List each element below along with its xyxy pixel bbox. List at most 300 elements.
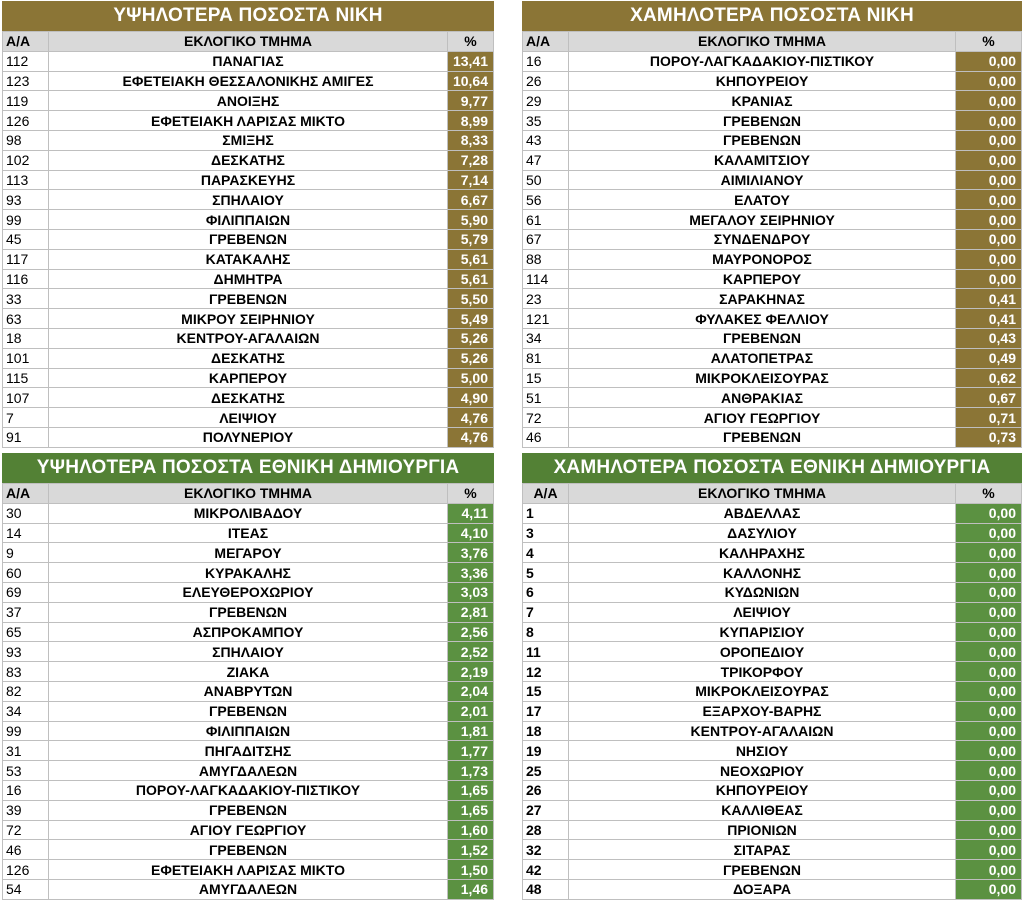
table-row <box>523 289 1022 309</box>
section-name: ΓΡΕΒΕΝΩΝ <box>569 111 956 131</box>
column-header-percent: % <box>448 484 494 504</box>
table-row <box>3 582 494 602</box>
percent-value: 0,00 <box>956 210 1022 230</box>
row-number: 126 <box>3 111 49 131</box>
table-row <box>3 761 494 781</box>
table-row <box>523 111 1022 131</box>
table-row <box>523 800 1022 820</box>
percent-value: 5,79 <box>448 229 494 249</box>
section-name: ΦΙΛΙΠΠΑΙΩΝ <box>49 721 448 741</box>
percent-value: 0,00 <box>956 111 1022 131</box>
section-name: ΑΝΑΒΡΥΤΩΝ <box>49 681 448 701</box>
table-highest-ethniki-dimiourgia <box>2 453 494 900</box>
row-number: 23 <box>523 289 569 309</box>
results-table <box>2 483 494 900</box>
table-row <box>3 602 494 622</box>
table-title: ΧΑΜΗΛΟΤΕΡΑ ΠΟΣΟΣΤΑ ΝΙΚΗ <box>522 1 1022 31</box>
row-number: 63 <box>3 309 49 329</box>
section-name: ΓΡΕΒΕΝΩΝ <box>49 229 448 249</box>
row-number: 72 <box>3 820 49 840</box>
percent-value: 2,04 <box>448 681 494 701</box>
percent-value: 2,19 <box>448 662 494 682</box>
percent-value: 9,77 <box>448 91 494 111</box>
percent-value: 5,49 <box>448 309 494 329</box>
row-number: 15 <box>523 681 569 701</box>
percent-value: 0,41 <box>956 289 1022 309</box>
row-number: 34 <box>523 328 569 348</box>
percent-value: 0,00 <box>956 229 1022 249</box>
percent-value: 0,00 <box>956 642 1022 662</box>
section-name: ΠΟΡΟΥ-ΛΑΓΚΑΔΑΚΙΟΥ-ΠΙΣΤΙΚΟΥ <box>569 51 956 71</box>
percent-value: 2,56 <box>448 622 494 642</box>
percent-value: 5,61 <box>448 269 494 289</box>
percent-value: 0,00 <box>956 741 1022 761</box>
row-number: 32 <box>523 840 569 860</box>
percent-value: 0,00 <box>956 130 1022 150</box>
percent-value: 0,00 <box>956 820 1022 840</box>
percent-value: 0,00 <box>956 563 1022 583</box>
section-name: ΜΙΚΡΟΛΙΒΑΔΟΥ <box>49 503 448 523</box>
row-number: 107 <box>3 388 49 408</box>
section-name: ΣΜΙΞΗΣ <box>49 130 448 150</box>
table-row <box>523 879 1022 899</box>
row-number: 61 <box>523 210 569 230</box>
table-row <box>523 229 1022 249</box>
section-name: ΕΛΑΤΟΥ <box>569 190 956 210</box>
section-name: ΚΑΛΑΜΙΤΣΙΟΥ <box>569 150 956 170</box>
table-row <box>3 150 494 170</box>
percent-value: 0,00 <box>956 71 1022 91</box>
table-row <box>3 427 494 447</box>
section-name: ΕΞΑΡΧΟΥ-ΒΑΡΗΣ <box>569 701 956 721</box>
row-number: 1 <box>523 503 569 523</box>
section-name: ΑΛΑΤΟΠΕΤΡΑΣ <box>569 348 956 368</box>
percent-value: 0,62 <box>956 368 1022 388</box>
section-name: ΚΑΛΛΙΘΕΑΣ <box>569 800 956 820</box>
row-number: 12 <box>523 662 569 682</box>
section-name: ΓΡΕΒΕΝΩΝ <box>49 840 448 860</box>
percent-value: 0,73 <box>956 427 1022 447</box>
table-row <box>523 602 1022 622</box>
percent-value: 0,00 <box>956 622 1022 642</box>
percent-value: 0,00 <box>956 543 1022 563</box>
table-row <box>3 388 494 408</box>
table-row <box>3 701 494 721</box>
percent-value: 0,00 <box>956 879 1022 899</box>
percent-value: 1,65 <box>448 780 494 800</box>
row-number: 113 <box>3 170 49 190</box>
percent-value: 3,03 <box>448 582 494 602</box>
row-number: 16 <box>3 780 49 800</box>
row-number: 67 <box>523 229 569 249</box>
percent-value: 0,00 <box>956 269 1022 289</box>
table-row <box>523 563 1022 583</box>
section-name: ΛΕΙΨΙΟΥ <box>49 408 448 428</box>
row-number: 51 <box>523 388 569 408</box>
percent-value: 3,76 <box>448 543 494 563</box>
table-row <box>3 741 494 761</box>
column-header-aa: Α/Α <box>3 484 49 504</box>
section-name: ΠΑΝΑΓΙΑΣ <box>49 51 448 71</box>
percent-value: 0,00 <box>956 860 1022 880</box>
table-row <box>3 721 494 741</box>
table-row <box>3 800 494 820</box>
table-row <box>3 780 494 800</box>
section-name: ΣΠΗΛΑΙΟΥ <box>49 642 448 662</box>
section-name: ΦΥΛΑΚΕΣ ΦΕΛΛΙΟΥ <box>569 309 956 329</box>
row-number: 26 <box>523 71 569 91</box>
column-header-percent: % <box>956 484 1022 504</box>
percent-value: 0,00 <box>956 761 1022 781</box>
row-number: 54 <box>3 879 49 899</box>
section-name: ΚΑΛΛΟΝΗΣ <box>569 563 956 583</box>
section-name: ΣΑΡΑΚΗΝΑΣ <box>569 289 956 309</box>
row-number: 99 <box>3 721 49 741</box>
row-number: 119 <box>3 91 49 111</box>
row-number: 101 <box>3 348 49 368</box>
table-row <box>3 190 494 210</box>
table-row <box>523 721 1022 741</box>
table-row <box>3 642 494 662</box>
section-name: ΜΕΓΑΛΟΥ ΣΕΙΡΗΝΙΟΥ <box>569 210 956 230</box>
table-row <box>523 761 1022 781</box>
percent-value: 0,71 <box>956 408 1022 428</box>
percent-value: 1,81 <box>448 721 494 741</box>
row-number: 33 <box>3 289 49 309</box>
row-number: 99 <box>3 210 49 230</box>
percent-value: 0,00 <box>956 51 1022 71</box>
row-number: 56 <box>523 190 569 210</box>
table-row <box>3 820 494 840</box>
row-number: 17 <box>523 701 569 721</box>
section-name: ΔΑΣΥΛΙΟΥ <box>569 523 956 543</box>
percent-value: 0,00 <box>956 170 1022 190</box>
table-row <box>523 681 1022 701</box>
table-row <box>523 368 1022 388</box>
section-name: ΕΦΕΤΕΙΑΚΗ ΛΑΡΙΣΑΣ ΜΙΚΤΟ <box>49 860 448 880</box>
row-number: 72 <box>523 408 569 428</box>
percent-value: 0,00 <box>956 91 1022 111</box>
percent-value: 0,00 <box>956 503 1022 523</box>
row-number: 126 <box>3 860 49 880</box>
percent-value: 8,33 <box>448 130 494 150</box>
table-row <box>523 249 1022 269</box>
row-number: 50 <box>523 170 569 190</box>
section-name: ΠΑΡΑΣΚΕΥΗΣ <box>49 170 448 190</box>
table-lowest-ethniki-dimiourgia <box>522 453 1022 900</box>
section-name: ΔΗΜΗΤΡΑ <box>49 269 448 289</box>
percent-value: 0,49 <box>956 348 1022 368</box>
row-number: 26 <box>523 780 569 800</box>
section-name: ΑΜΥΓΔΑΛΕΩΝ <box>49 761 448 781</box>
table-row <box>3 348 494 368</box>
table-row <box>3 563 494 583</box>
column-header-section: ΕΚΛΟΓΙΚΟ ΤΜΗΜΑ <box>569 484 956 504</box>
table-row <box>3 111 494 131</box>
percent-value: 0,00 <box>956 721 1022 741</box>
table-row <box>523 840 1022 860</box>
table-row <box>3 328 494 348</box>
section-name: ΟΡΟΠΕΔΙΟΥ <box>569 642 956 662</box>
row-number: 93 <box>3 190 49 210</box>
table-row <box>523 388 1022 408</box>
row-number: 15 <box>523 368 569 388</box>
table-row <box>523 543 1022 563</box>
percent-value: 0,00 <box>956 190 1022 210</box>
row-number: 6 <box>523 582 569 602</box>
table-row <box>3 503 494 523</box>
row-number: 27 <box>523 800 569 820</box>
section-name: ΓΡΕΒΕΝΩΝ <box>569 427 956 447</box>
table-row <box>3 249 494 269</box>
column-header-aa: Α/Α <box>523 32 569 52</box>
table-row <box>523 503 1022 523</box>
section-name: ΚΥΡΑΚΑΛΗΣ <box>49 563 448 583</box>
section-name: ΠΡΙΟΝΙΩΝ <box>569 820 956 840</box>
section-name: ΓΡΕΒΕΝΩΝ <box>569 328 956 348</box>
section-name: ΛΕΙΨΙΟΥ <box>569 602 956 622</box>
row-number: 35 <box>523 111 569 131</box>
percent-value: 0,67 <box>956 388 1022 408</box>
table-row <box>523 309 1022 329</box>
row-number: 48 <box>523 879 569 899</box>
percent-value: 0,00 <box>956 602 1022 622</box>
percent-value: 0,00 <box>956 800 1022 820</box>
row-number: 31 <box>3 741 49 761</box>
percent-value: 5,26 <box>448 328 494 348</box>
section-name: ΔΕΣΚΑΤΗΣ <box>49 348 448 368</box>
row-number: 102 <box>3 150 49 170</box>
percent-value: 1,73 <box>448 761 494 781</box>
row-number: 53 <box>3 761 49 781</box>
section-name: ΑΓΙΟΥ ΓΕΩΡΓΙΟΥ <box>569 408 956 428</box>
percent-value: 4,76 <box>448 408 494 428</box>
section-name: ΑΜΥΓΔΑΛΕΩΝ <box>49 879 448 899</box>
section-name: ΝΕΟΧΩΡΙΟΥ <box>569 761 956 781</box>
section-name: ΕΦΕΤΕΙΑΚΗ ΛΑΡΙΣΑΣ ΜΙΚΤΟ <box>49 111 448 131</box>
table-row <box>523 860 1022 880</box>
row-number: 4 <box>523 543 569 563</box>
section-name: ΝΗΣΙΟΥ <box>569 741 956 761</box>
percent-value: 5,00 <box>448 368 494 388</box>
percent-value: 4,76 <box>448 427 494 447</box>
table-row <box>523 71 1022 91</box>
section-name: ΓΡΕΒΕΝΩΝ <box>49 701 448 721</box>
table-row <box>3 170 494 190</box>
section-name: ΓΡΕΒΕΝΩΝ <box>49 602 448 622</box>
column-header-section: ΕΚΛΟΓΙΚΟ ΤΜΗΜΑ <box>569 32 956 52</box>
row-number: 9 <box>3 543 49 563</box>
table-title: ΥΨΗΛΟΤΕΡΑ ΠΟΣΟΣΤΑ ΕΘΝΙΚΗ ΔΗΜΙΟΥΡΓΙΑ <box>2 453 494 483</box>
percent-value: 1,50 <box>448 860 494 880</box>
column-header-section: ΕΚΛΟΓΙΚΟ ΤΜΗΜΑ <box>49 32 448 52</box>
row-number: 91 <box>3 427 49 447</box>
table-row <box>3 408 494 428</box>
row-number: 65 <box>3 622 49 642</box>
row-number: 8 <box>523 622 569 642</box>
row-number: 5 <box>523 563 569 583</box>
table-row <box>523 662 1022 682</box>
section-name: ΜΙΚΡΟΚΛΕΙΣΟΥΡΑΣ <box>569 681 956 701</box>
table-row <box>3 662 494 682</box>
row-number: 39 <box>3 800 49 820</box>
section-name: ΣΠΗΛΑΙΟΥ <box>49 190 448 210</box>
column-header-aa: Α/Α <box>3 32 49 52</box>
percent-value: 5,50 <box>448 289 494 309</box>
table-row <box>523 91 1022 111</box>
row-number: 19 <box>523 741 569 761</box>
row-number: 114 <box>523 269 569 289</box>
percent-value: 1,52 <box>448 840 494 860</box>
section-name: ΚΥΔΩΝΙΩΝ <box>569 582 956 602</box>
section-name: ΦΙΛΙΠΠΑΙΩΝ <box>49 210 448 230</box>
table-row <box>523 642 1022 662</box>
section-name: ΚΑΤΑΚΑΛΗΣ <box>49 249 448 269</box>
table-title: ΥΨΗΛΟΤΕΡΑ ΠΟΣΟΣΤΑ ΝΙΚΗ <box>2 1 494 31</box>
percent-value: 4,10 <box>448 523 494 543</box>
row-number: 88 <box>523 249 569 269</box>
percent-value: 2,01 <box>448 701 494 721</box>
row-number: 115 <box>3 368 49 388</box>
percent-value: 0,00 <box>956 701 1022 721</box>
table-row <box>523 130 1022 150</box>
row-number: 98 <box>3 130 49 150</box>
table-row <box>523 51 1022 71</box>
table-row <box>3 860 494 880</box>
row-number: 69 <box>3 582 49 602</box>
row-number: 14 <box>3 523 49 543</box>
row-number: 7 <box>523 602 569 622</box>
row-number: 46 <box>3 840 49 860</box>
row-number: 82 <box>3 681 49 701</box>
table-lowest-niki <box>522 1 1022 448</box>
table-row <box>523 269 1022 289</box>
table-row <box>3 71 494 91</box>
percent-value: 7,28 <box>448 150 494 170</box>
section-name: ΓΡΕΒΕΝΩΝ <box>49 289 448 309</box>
row-number: 16 <box>523 51 569 71</box>
column-header-section: ΕΚΛΟΓΙΚΟ ΤΜΗΜΑ <box>49 484 448 504</box>
table-row <box>523 150 1022 170</box>
table-row <box>3 269 494 289</box>
section-name: ΠΟΛΥΝΕΡΙΟΥ <box>49 427 448 447</box>
row-number: 29 <box>523 91 569 111</box>
row-number: 121 <box>523 309 569 329</box>
section-name: ΓΡΕΒΕΝΩΝ <box>569 130 956 150</box>
percent-value: 6,67 <box>448 190 494 210</box>
table-row <box>523 582 1022 602</box>
row-number: 83 <box>3 662 49 682</box>
column-header-aa: Α/Α <box>523 484 569 504</box>
table-row <box>3 840 494 860</box>
section-name: ΚΗΠΟΥΡΕΙΟΥ <box>569 71 956 91</box>
percent-value: 4,11 <box>448 503 494 523</box>
table-row <box>3 622 494 642</box>
percent-value: 1,60 <box>448 820 494 840</box>
percent-value: 0,00 <box>956 249 1022 269</box>
section-name: ΑΓΙΟΥ ΓΕΩΡΓΙΟΥ <box>49 820 448 840</box>
section-name: ΚΕΝΤΡΟΥ-ΑΓΑΛΑΙΩΝ <box>569 721 956 741</box>
table-row <box>3 681 494 701</box>
section-name: ΚΕΝΤΡΟΥ-ΑΓΑΛΑΙΩΝ <box>49 328 448 348</box>
row-number: 25 <box>523 761 569 781</box>
row-number: 43 <box>523 130 569 150</box>
row-number: 18 <box>523 721 569 741</box>
section-name: ΣΙΤΑΡΑΣ <box>569 840 956 860</box>
table-row <box>3 91 494 111</box>
row-number: 18 <box>3 328 49 348</box>
table-row <box>3 368 494 388</box>
section-name: ΜΑΥΡΟΝΟΡΟΣ <box>569 249 956 269</box>
table-row <box>3 51 494 71</box>
table-row <box>523 348 1022 368</box>
percent-value: 0,00 <box>956 150 1022 170</box>
row-number: 11 <box>523 642 569 662</box>
percent-value: 5,26 <box>448 348 494 368</box>
row-number: 112 <box>3 51 49 71</box>
table-row <box>3 130 494 150</box>
table-row <box>523 780 1022 800</box>
percent-value: 2,52 <box>448 642 494 662</box>
table-row <box>3 229 494 249</box>
section-name: ΔΕΣΚΑΤΗΣ <box>49 388 448 408</box>
table-row <box>523 170 1022 190</box>
section-name: ΑΣΠΡΟΚΑΜΠΟΥ <box>49 622 448 642</box>
table-row <box>3 309 494 329</box>
section-name: ΠΟΡΟΥ-ΛΑΓΚΑΔΑΚΙΟΥ-ΠΙΣΤΙΚΟΥ <box>49 780 448 800</box>
section-name: ΑΝΟΙΞΗΣ <box>49 91 448 111</box>
row-number: 60 <box>3 563 49 583</box>
section-name: ΚΗΠΟΥΡΕΙΟΥ <box>569 780 956 800</box>
row-number: 34 <box>3 701 49 721</box>
section-name: ΜΙΚΡΟΥ ΣΕΙΡΗΝΙΟΥ <box>49 309 448 329</box>
percent-value: 4,90 <box>448 388 494 408</box>
table-row <box>523 190 1022 210</box>
table-title: ΧΑΜΗΛΟΤΕΡΑ ΠΟΣΟΣΤΑ ΕΘΝΙΚΗ ΔΗΜΙΟΥΡΓΙΑ <box>522 453 1022 483</box>
percent-value: 0,00 <box>956 523 1022 543</box>
section-name: ΔΟΞΑΡΑ <box>569 879 956 899</box>
percent-value: 1,46 <box>448 879 494 899</box>
row-number: 47 <box>523 150 569 170</box>
section-name: ΚΡΑΝΙΑΣ <box>569 91 956 111</box>
percent-value: 13,41 <box>448 51 494 71</box>
section-name: ΚΑΛΗΡΑΧΗΣ <box>569 543 956 563</box>
row-number: 45 <box>3 229 49 249</box>
row-number: 116 <box>3 269 49 289</box>
section-name: ΓΡΕΒΕΝΩΝ <box>49 800 448 820</box>
row-number: 28 <box>523 820 569 840</box>
section-name: ΕΦΕΤΕΙΑΚΗ ΘΕΣΣΑΛΟΝΙΚΗΣ ΑΜΙΓΕΣ <box>49 71 448 91</box>
table-row <box>523 408 1022 428</box>
results-table <box>522 483 1022 900</box>
table-row <box>3 543 494 563</box>
table-row <box>523 701 1022 721</box>
table-row <box>523 328 1022 348</box>
table-row <box>523 523 1022 543</box>
row-number: 42 <box>523 860 569 880</box>
percent-value: 3,36 <box>448 563 494 583</box>
section-name: ΣΥΝΔΕΝΔΡΟΥ <box>569 229 956 249</box>
section-name: ΖΙΑΚΑ <box>49 662 448 682</box>
results-table <box>2 31 494 448</box>
section-name: ΚΥΠΑΡΙΣΙΟΥ <box>569 622 956 642</box>
table-highest-niki <box>2 1 494 448</box>
section-name: ΕΛΕΥΘΕΡΟΧΩΡΙΟΥ <box>49 582 448 602</box>
section-name: ΚΑΡΠΕΡΟΥ <box>49 368 448 388</box>
section-name: ΠΗΓΑΔΙΤΣΗΣ <box>49 741 448 761</box>
row-number: 81 <box>523 348 569 368</box>
table-row <box>523 820 1022 840</box>
